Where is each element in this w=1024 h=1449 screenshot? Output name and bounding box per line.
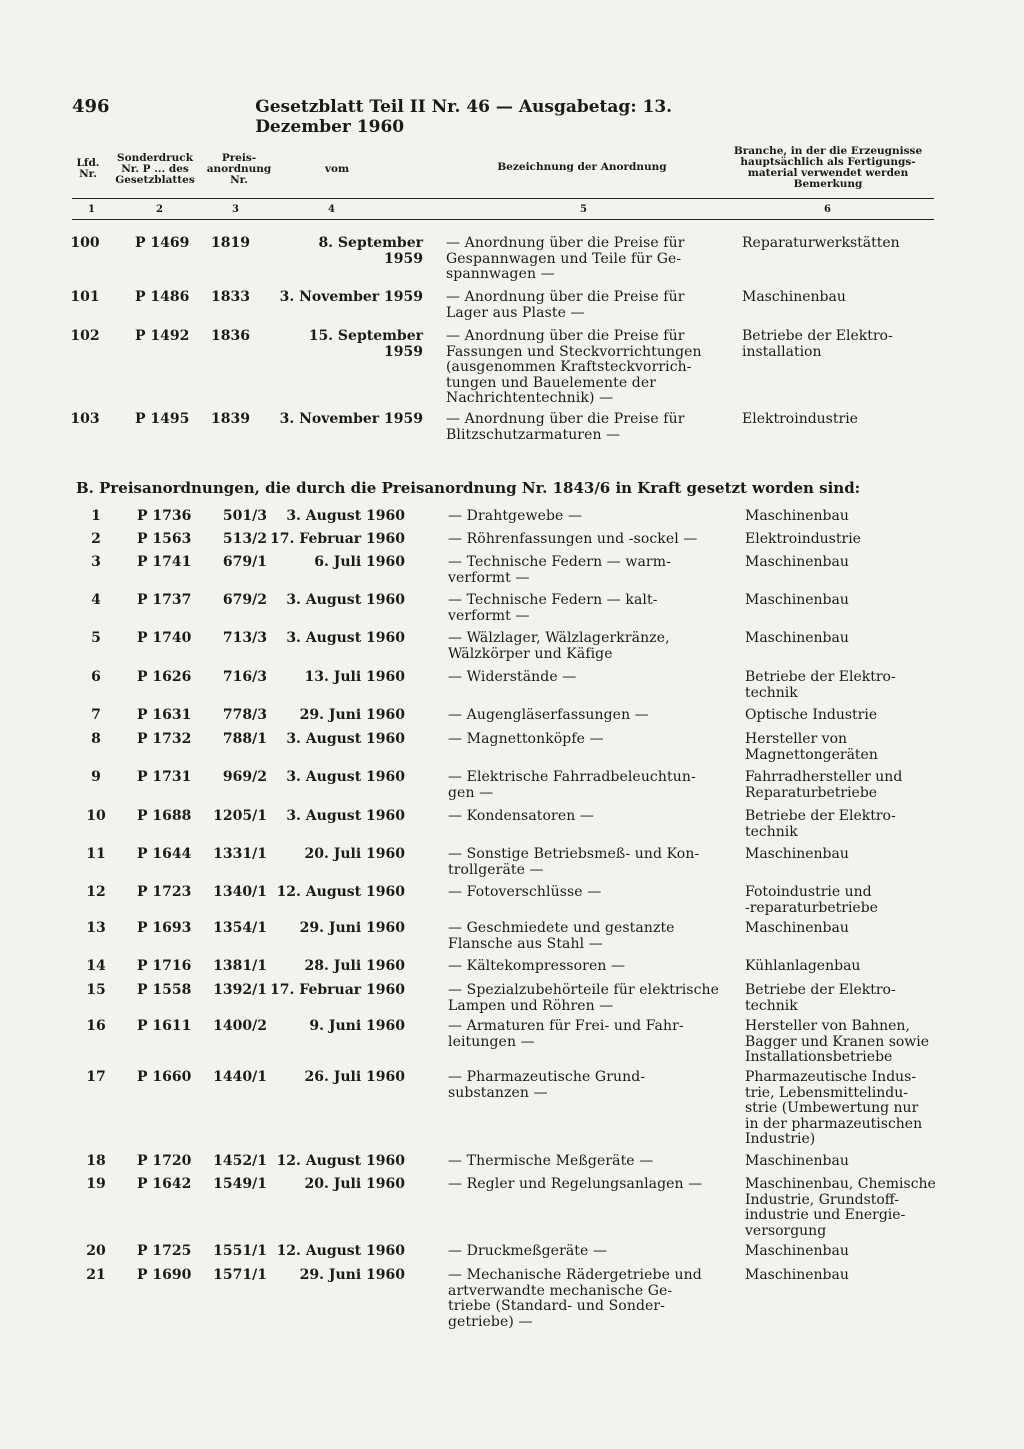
bezeichnung: — Geschmiedete und gestanzte Flansche aus Stahl —	[448, 920, 675, 952]
row-number: 11	[86, 846, 106, 862]
sonderdruck-number: P 1723	[137, 884, 192, 900]
date: 29. Juni 1960	[299, 1267, 405, 1283]
preisanordnung-number: 1381/1	[213, 958, 267, 974]
row-number: 5	[91, 630, 101, 646]
col-num-6: 6	[824, 204, 831, 215]
preisanordnung-number: 1331/1	[213, 846, 267, 862]
bezeichnung: — Widerstände —	[448, 669, 577, 685]
date: 3. August 1960	[286, 592, 405, 608]
row-number: 100	[70, 235, 100, 251]
branche: Maschinenbau	[745, 592, 849, 608]
branche: Maschinenbau	[745, 508, 849, 524]
date: 9. Juni 1960	[309, 1018, 405, 1034]
sonderdruck-number: P 1720	[137, 1153, 192, 1169]
date: 8. September 1959	[318, 235, 423, 267]
preisanordnung-number: 1440/1	[213, 1069, 267, 1085]
preisanordnung-number: 1833	[211, 289, 250, 305]
row-number: 15	[86, 982, 106, 998]
sonderdruck-number: P 1725	[137, 1243, 192, 1259]
row-number: 101	[70, 289, 100, 305]
bezeichnung: — Fotoverschlüsse —	[448, 884, 602, 900]
date: 3. August 1960	[286, 731, 405, 747]
row-number: 4	[91, 592, 101, 608]
preisanordnung-number: 1452/1	[213, 1153, 267, 1169]
sonderdruck-number: P 1558	[137, 982, 192, 998]
col-header-sonderdruck: Sonderdruck Nr. P ... des Gesetzblattes	[115, 152, 195, 186]
row-number: 12	[86, 884, 106, 900]
header-rule-bottom	[72, 219, 934, 220]
header-rule-top	[72, 198, 934, 199]
row-number: 8	[91, 731, 101, 747]
row-number: 7	[91, 707, 101, 723]
preisanordnung-number: 1549/1	[213, 1176, 267, 1192]
col-num-2: 2	[156, 204, 163, 215]
row-number: 18	[86, 1153, 106, 1169]
bezeichnung: — Anordnung über die Preise für Gespannwagen und Teile für Ge- spannwagen —	[446, 235, 685, 282]
preisanordnung-number: 1205/1	[213, 808, 267, 824]
date: 3. August 1960	[286, 808, 405, 824]
branche: Hersteller von Bahnen, Bagger und Kranen sowie Installationsbetriebe	[745, 1018, 930, 1065]
sonderdruck-number: P 1737	[137, 592, 192, 608]
date: 3. August 1960	[286, 630, 405, 646]
date: 26. Juli 1960	[304, 1069, 405, 1085]
sonderdruck-number: P 1642	[137, 1176, 192, 1192]
branche: Maschinenbau	[745, 846, 849, 862]
sonderdruck-number: P 1495	[135, 411, 190, 427]
preisanordnung-number: 778/3	[222, 707, 267, 723]
date: 12. August 1960	[276, 1243, 405, 1259]
row-number: 21	[86, 1267, 106, 1283]
col-header-preisanordnung: Preis- anordnung Nr.	[206, 152, 272, 186]
sonderdruck-number: P 1693	[137, 920, 192, 936]
date: 3. November 1959	[279, 289, 423, 305]
preisanordnung-number: 1571/1	[213, 1267, 267, 1283]
bezeichnung: — Mechanische Rädergetriebe und artverwandte mechanische Ge- triebe (Standard- und Sonder- getriebe) —	[448, 1267, 702, 1330]
sonderdruck-number: P 1731	[137, 769, 192, 785]
preisanordnung-number: 679/2	[222, 592, 267, 608]
date: 13. Juli 1960	[304, 669, 405, 685]
bezeichnung: — Anordnung über die Preise für Lager aus Plaste —	[446, 289, 685, 321]
date: 15. September 1959	[308, 328, 423, 360]
bezeichnung: — Drahtgewebe —	[448, 508, 583, 524]
preisanordnung-number: 788/1	[222, 731, 267, 747]
sonderdruck-number: P 1741	[137, 554, 192, 570]
date: 20. Juli 1960	[304, 1176, 405, 1192]
row-number: 3	[91, 554, 101, 570]
col-num-5: 5	[580, 204, 587, 215]
bezeichnung: — Augengläserfassungen —	[448, 707, 649, 723]
sonderdruck-number: P 1486	[135, 289, 190, 305]
preisanordnung-number: 1354/1	[213, 920, 267, 936]
row-number: 13	[86, 920, 106, 936]
sonderdruck-number: P 1736	[137, 508, 192, 524]
sonderdruck-number: P 1716	[137, 958, 192, 974]
preisanordnung-number: 1400/2	[213, 1018, 267, 1034]
col-header-branche: Branche, in der die Erzeugnisse hauptsächlich als Fertigungs- material verwendet werden Bemerkung	[733, 145, 923, 190]
preisanordnung-number: 1839	[211, 411, 250, 427]
date: 12. August 1960	[276, 1153, 405, 1169]
preisanordnung-number: 969/2	[222, 769, 267, 785]
row-number: 2	[91, 531, 101, 547]
branche: Maschinenbau	[745, 920, 849, 936]
branche: Elektroindustrie	[742, 411, 858, 427]
row-number: 6	[91, 669, 101, 685]
date: 29. Juni 1960	[299, 707, 405, 723]
col-header-lfd: Lfd. Nr.	[76, 157, 100, 180]
bezeichnung: — Spezialzubehörteile für elektrische Lampen und Röhren —	[448, 982, 720, 1014]
row-number: 19	[86, 1176, 106, 1192]
branche: Reparaturwerkstätten	[742, 235, 900, 251]
page-title: Gesetzblatt Teil II Nr. 46 — Ausgabetag: 13. Dezember 1960	[255, 97, 673, 137]
date: 12. August 1960	[276, 884, 405, 900]
column-headers	[72, 146, 934, 194]
branche: Betriebe der Elektro- technik	[745, 808, 896, 840]
bezeichnung: — Technische Federn — warm- verformt —	[448, 554, 671, 586]
branche: Maschinenbau	[745, 554, 849, 570]
bezeichnung: — Druckmeßgeräte —	[448, 1243, 608, 1259]
date: 6. Juli 1960	[314, 554, 405, 570]
date: 17. Februar 1960	[270, 531, 405, 547]
page-header	[72, 96, 762, 137]
bezeichnung: — Elektrische Fahrradbeleuchtun- gen —	[448, 769, 696, 801]
bezeichnung: — Anordnung über die Preise für Blitzschutzarmaturen —	[446, 411, 685, 443]
branche: Kühlanlagenbau	[745, 958, 861, 974]
date: 3. August 1960	[286, 508, 405, 524]
branche: Maschinenbau	[745, 1267, 849, 1283]
sonderdruck-number: P 1644	[137, 846, 192, 862]
sonderdruck-number: P 1469	[135, 235, 190, 251]
branche: Fotoindustrie und -reparaturbetriebe	[745, 884, 878, 916]
branche: Maschinenbau	[745, 1153, 849, 1169]
row-number: 20	[86, 1243, 106, 1259]
branche: Pharmazeutische Indus- trie, Lebensmittelindu- strie (Umbewertung nur in der pharmazeutischen Industrie)	[745, 1069, 923, 1147]
section-b-title: B. Preisanordnungen, die durch die Preisanordnung Nr. 1843/6 in Kraft gesetzt worden sind:	[76, 479, 861, 497]
branche: Maschinenbau, Chemische Industrie, Grundstoff- industrie und Energie- versorgung	[745, 1176, 936, 1239]
sonderdruck-number: P 1660	[137, 1069, 192, 1085]
bezeichnung: — Regler und Regelungsanlagen —	[448, 1176, 703, 1192]
date: 20. Juli 1960	[304, 846, 405, 862]
preisanordnung-number: 1340/1	[213, 884, 267, 900]
branche: Betriebe der Elektro- technik	[745, 669, 896, 701]
branche: Maschinenbau	[745, 630, 849, 646]
sonderdruck-number: P 1631	[137, 707, 192, 723]
preisanordnung-number: 1819	[211, 235, 250, 251]
preisanordnung-number: 1836	[211, 328, 250, 344]
branche: Optische Industrie	[745, 707, 878, 723]
bezeichnung: — Pharmazeutische Grund- substanzen —	[448, 1069, 646, 1101]
row-number: 14	[86, 958, 106, 974]
sonderdruck-number: P 1611	[137, 1018, 192, 1034]
date: 3. November 1959	[279, 411, 423, 427]
preisanordnung-number: 1392/1	[213, 982, 267, 998]
col-header-bezeichnung: Bezeichnung der Anordnung	[497, 161, 667, 173]
preisanordnung-number: 713/3	[222, 630, 267, 646]
sonderdruck-number: P 1626	[137, 669, 192, 685]
branche: Betriebe der Elektro- installation	[742, 328, 893, 360]
bezeichnung: — Röhrenfassungen und -sockel —	[448, 531, 698, 547]
branche: Maschinenbau	[742, 289, 846, 305]
bezeichnung: — Armaturen für Frei- und Fahr- leitungen —	[448, 1018, 684, 1050]
bezeichnung: — Sonstige Betriebsmeß- und Kon- trollgeräte —	[448, 846, 700, 878]
branche: Fahrradhersteller und Reparaturbetriebe	[745, 769, 903, 801]
col-header-vom: vom	[324, 163, 350, 175]
sonderdruck-number: P 1563	[137, 531, 192, 547]
date: 3. August 1960	[286, 769, 405, 785]
branche: Elektroindustrie	[745, 531, 861, 547]
bezeichnung: — Magnettonköpfe —	[448, 731, 604, 747]
row-number: 10	[86, 808, 106, 824]
preisanordnung-number: 679/1	[222, 554, 267, 570]
bezeichnung: — Thermische Meßgeräte —	[448, 1153, 654, 1169]
sonderdruck-number: P 1690	[137, 1267, 192, 1283]
row-number: 9	[91, 769, 101, 785]
bezeichnung: — Wälzlager, Wälzlagerkränze, Wälzkörper und Käfige	[448, 630, 670, 662]
row-number: 17	[86, 1069, 106, 1085]
sonderdruck-number: P 1740	[137, 630, 192, 646]
bezeichnung: — Kondensatoren —	[448, 808, 594, 824]
branche: Maschinenbau	[745, 1243, 849, 1259]
sonderdruck-number: P 1492	[135, 328, 190, 344]
col-num-3: 3	[232, 204, 239, 215]
sonderdruck-number: P 1732	[137, 731, 192, 747]
date: 28. Juli 1960	[304, 958, 405, 974]
row-number: 16	[86, 1018, 106, 1034]
preisanordnung-number: 716/3	[222, 669, 267, 685]
sonderdruck-number: P 1688	[137, 808, 192, 824]
bezeichnung: — Anordnung über die Preise für Fassungen und Steckvorrichtungen (ausgenommen Kraftsteckvorrich- tungen und Bauelemente der Nachrichtentechnik) —	[446, 328, 702, 406]
bezeichnung: — Technische Federn — kalt- verformt —	[448, 592, 658, 624]
preisanordnung-number: 1551/1	[213, 1243, 267, 1259]
date: 29. Juni 1960	[299, 920, 405, 936]
page-number: 496	[72, 96, 110, 117]
preisanordnung-number: 513/2	[222, 531, 267, 547]
row-number: 102	[70, 328, 100, 344]
col-num-1: 1	[88, 204, 95, 215]
branche: Betriebe der Elektro- technik	[745, 982, 896, 1014]
col-num-4: 4	[328, 204, 335, 215]
row-number: 103	[70, 411, 100, 427]
row-number: 1	[91, 508, 101, 524]
branche: Hersteller von Magnettongeräten	[745, 731, 878, 763]
preisanordnung-number: 501/3	[222, 508, 267, 524]
bezeichnung: — Kältekompressoren —	[448, 958, 626, 974]
date: 17. Februar 1960	[270, 982, 405, 998]
